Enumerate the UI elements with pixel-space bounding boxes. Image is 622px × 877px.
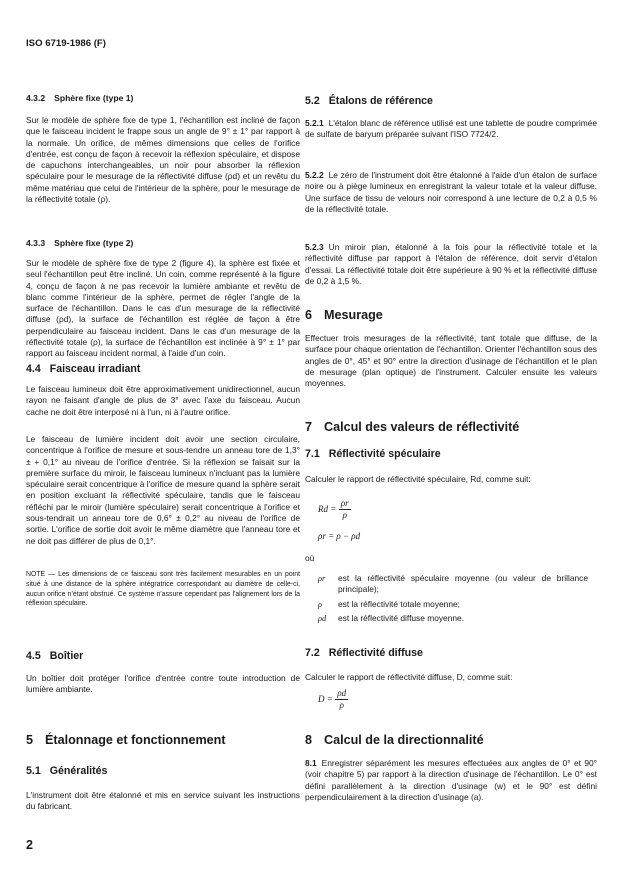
definition-text: est la réflectivité totale moyenne; (338, 598, 460, 609)
paragraph-6: Effectuer trois mesurages de la réflectivité, tant totale que diffuse, de la surface pour chaque orientation de l'échantillon. Orienter l'échantillon sous des angles de 0°, 45° et 90° entre la direction d'usinage de l'échantillon et le plan de mesurage (plan optique) de l'instrument. Calculer ensuite les valeurs moyennes. (305, 333, 597, 389)
section-number: 8 (305, 733, 313, 747)
section-title: Sphère fixe (type 1) (54, 93, 134, 103)
paragraph-5-2-3 (305, 242, 597, 287)
paragraph-4-5: Un boîtier doit protéger l'orifice d'entrée contre toute introduction de lumière ambiante. (26, 673, 300, 695)
section-title: Sphère fixe (type 2) (54, 238, 134, 248)
heading-7-2 (305, 647, 597, 659)
section-number: 6 (305, 308, 313, 322)
document-header: ISO 6719-1986 (F) (26, 38, 106, 49)
section-number: 5.2 (305, 95, 320, 107)
heading-4-3-2 (26, 93, 300, 103)
formula-numerator: ρr (339, 498, 351, 510)
formula-d (318, 688, 348, 712)
section-title: Mesurage (324, 308, 383, 322)
definition-list (318, 573, 588, 624)
note: NOTE — Les dimensions de ce faisceau sont très facilement mesurables en un point situé à une distance de la sphère intégratrice correspondant au diamètre de celle-ci, aucun orifice n'étant obstrué. Ce système n'assure cependant pas l'alignement lors de la réflexion spéculaire. (26, 571, 300, 608)
paragraph-7-2: Calculer le rapport de réflectivité diffuse, D, comme suit: (305, 672, 513, 682)
paragraph-4-4-b: Le faisceau de lumière incident doit avoir une section circulaire, concentrique à l'orifice de mesure et sous-tendre un anneau tore de 1,3° ± + 0,1° au niveau de l'orifice d'entrée. Si la réflexion se faisait sur la première surface du miroir, le faisceau lumineux n'incluant pas la lumière spéculaire serait concentrique à l'orifice de mesure quand la sphère serait en position excluant la réflectivité spéculaire, tandis que le faisceau réfléchi par le miroir (lumière spéculaire) serait concentrique à l'orifice et sous-tendrait un anneau tore de 0,6° ± 0,2° au niveau de l'orifice de sortie. L'orifice de sortie doit avoir le même diamètre que l'anneau tore et ne doit pas différer de plus de 0,1°. (26, 434, 300, 546)
section-number: 4.4 (26, 363, 41, 375)
formula-numerator: ρd (335, 688, 348, 700)
section-title: Étalons de référence (328, 95, 433, 107)
paragraph-4-3-2: Sur le modèle de sphère fixe de type 1, l'échantillon est incliné de façon que le faisceau incident le frappe sous un angle de 9° ± 1° par rapport à la normale. Un orifice, de mêmes dimensions que celles de l'orifice d'entrée, est conçu de façon à recevoir la réflexion spéculaire, et dispose de capuchons interchangeables, un noir pour absorber la réflexion spéculaire pour le mesurage de la réflectivité diffuse (ρd) et un revêtu du même matériau que celui de l'intérieur de la sphère, pour le mesurage de la réflectivité totale (ρ). (26, 115, 300, 205)
heading-5-2 (305, 95, 597, 107)
definition-text: est la réflectivité spéculaire moyenne (ou valeur de brillance principale); (338, 573, 588, 595)
formula-rd (318, 498, 351, 522)
formula-lhs: D = (318, 694, 333, 705)
formula-rho-r: ρr = ρ − ρd (318, 531, 361, 541)
paragraph-4-4-a: Le faisceau lumineux doit être approximativement unidirectionnel, aucun rayon ne faisant d'angle de plus de 3° avec l'axe du faisceau. Aucun cache ne doit être interposé ni à l'un, ni à l'autre orifice. (26, 384, 300, 417)
paragraph-5-2-2 (305, 170, 597, 215)
paragraph-number: 5.2.1 (305, 118, 324, 128)
paragraph-text: L'étalon blanc de référence utilisé est une tablette de poudre comprimée de sulfate de baryum préparée suivant l'ISO 7724/2. (305, 118, 597, 140)
definition-item (318, 599, 588, 610)
heading-6 (305, 308, 597, 322)
section-title: Faisceau irradiant (49, 363, 141, 375)
formula-denominator: ρ (342, 510, 347, 521)
paragraph-number: 5.2.3 (305, 242, 324, 252)
section-number: 7.1 (305, 448, 320, 460)
section-title: Réflectivité spéculaire (328, 448, 441, 460)
section-title: Étalonnage et fonctionnement (45, 733, 226, 747)
paragraph-number: 5.2.2 (305, 170, 324, 180)
section-title: Boîtier (49, 650, 84, 662)
heading-4-3-3 (26, 238, 300, 248)
definition-symbol: ρr (318, 574, 326, 583)
heading-7-1 (305, 448, 597, 460)
paragraph-5-2-1 (305, 118, 597, 141)
formula-denominator: ρ (339, 700, 344, 711)
heading-5-1 (26, 765, 300, 777)
where-label: où (305, 553, 315, 563)
section-number: 4.3.3 (26, 238, 46, 248)
page-number: 2 (26, 838, 34, 852)
heading-7 (305, 420, 597, 434)
definition-item (318, 573, 588, 596)
section-number: 4.3.2 (26, 93, 46, 103)
paragraph-text: Un miroir plan, étalonné à la fois pour la réflectivité totale et la réflectivité diffuse par rapport à l'étalon de référence, doit servir d'étalon d'essai. La réflectivité totale doit être supérieure à 90 % et la réflectivité diffuse de 0,2 à 1,5 %. (305, 242, 597, 286)
definition-item (318, 613, 588, 624)
paragraph-7-1: Calculer le rapport de réflectivité spéculaire, Rd, comme suit: (305, 474, 531, 484)
paragraph-8-1 (305, 758, 597, 803)
section-title: Généralités (49, 765, 108, 777)
heading-4-5 (26, 650, 300, 662)
heading-8 (305, 733, 597, 747)
section-title: Calcul des valeurs de réflectivité (324, 420, 520, 434)
section-title: Calcul de la directionnalité (324, 733, 484, 747)
paragraph-number: 8.1 (305, 758, 317, 768)
section-number: 4.5 (26, 650, 41, 662)
paragraph-5-1: L'instrument doit être étalonné et mis en service suivant les instructions du fabricant. (26, 790, 300, 812)
definition-symbol: ρ (318, 599, 323, 609)
heading-4-4 (26, 363, 300, 375)
heading-5 (26, 733, 300, 747)
definition-symbol: ρd (318, 613, 327, 623)
section-number: 5.1 (26, 765, 41, 777)
section-number: 7.2 (305, 647, 320, 659)
section-number: 7 (305, 420, 313, 434)
section-number: 5 (26, 733, 34, 747)
formula-lhs: Rd = (318, 504, 337, 515)
paragraph-text: Le zéro de l'instrument doit être étalonné à l'aide d'un étalon de surface noire ou à piège lumineux en enregistrant la valeur totale et la valeur diffuse. Une surface de tissu de velours noir correspond à une lecture de 0,2 à 0,5 % de la réflectivité totale. (305, 170, 597, 214)
section-title: Réflectivité diffuse (328, 647, 423, 659)
definition-text: est la réflectivité diffuse moyenne. (338, 612, 465, 623)
paragraph-4-3-3: Sur le modèle de sphère fixe de type 2 (figure 4), la sphère est fixée et seul l'échantillon peut être incliné. Un coin, comme représenté à la figure 4, conçu de façon à ne pas recevoir la lumière ambiante et revêtu de blanc comme l'intérieur de la sphère, permet de régler l'angle de la surface de l'échantillon. Dans le cas d'un mesurage de la réflectivité diffuse (ρd), la surface de l'échantillon est réglée de façon à être perpendiculaire au faisceau incident. Dans le cas d'un mesurage de la réflectivité totale (ρ), la surface de l'échantillon est inclinée à 9° ± 1° par rapport au faisceau incident normal, à l'aide d'un coin. (26, 258, 300, 359)
paragraph-text: Enregistrer séparément les mesures effectuées aux angles de 0° et 90° (voir chapitre 5) par rapport à la direction d'usinage de l'échantillon. Le 0° est défini parallèlement à la direction d'usinage (w) et le 90° est défini perpendiculairement à la direction d'usinage (a). (305, 758, 597, 802)
